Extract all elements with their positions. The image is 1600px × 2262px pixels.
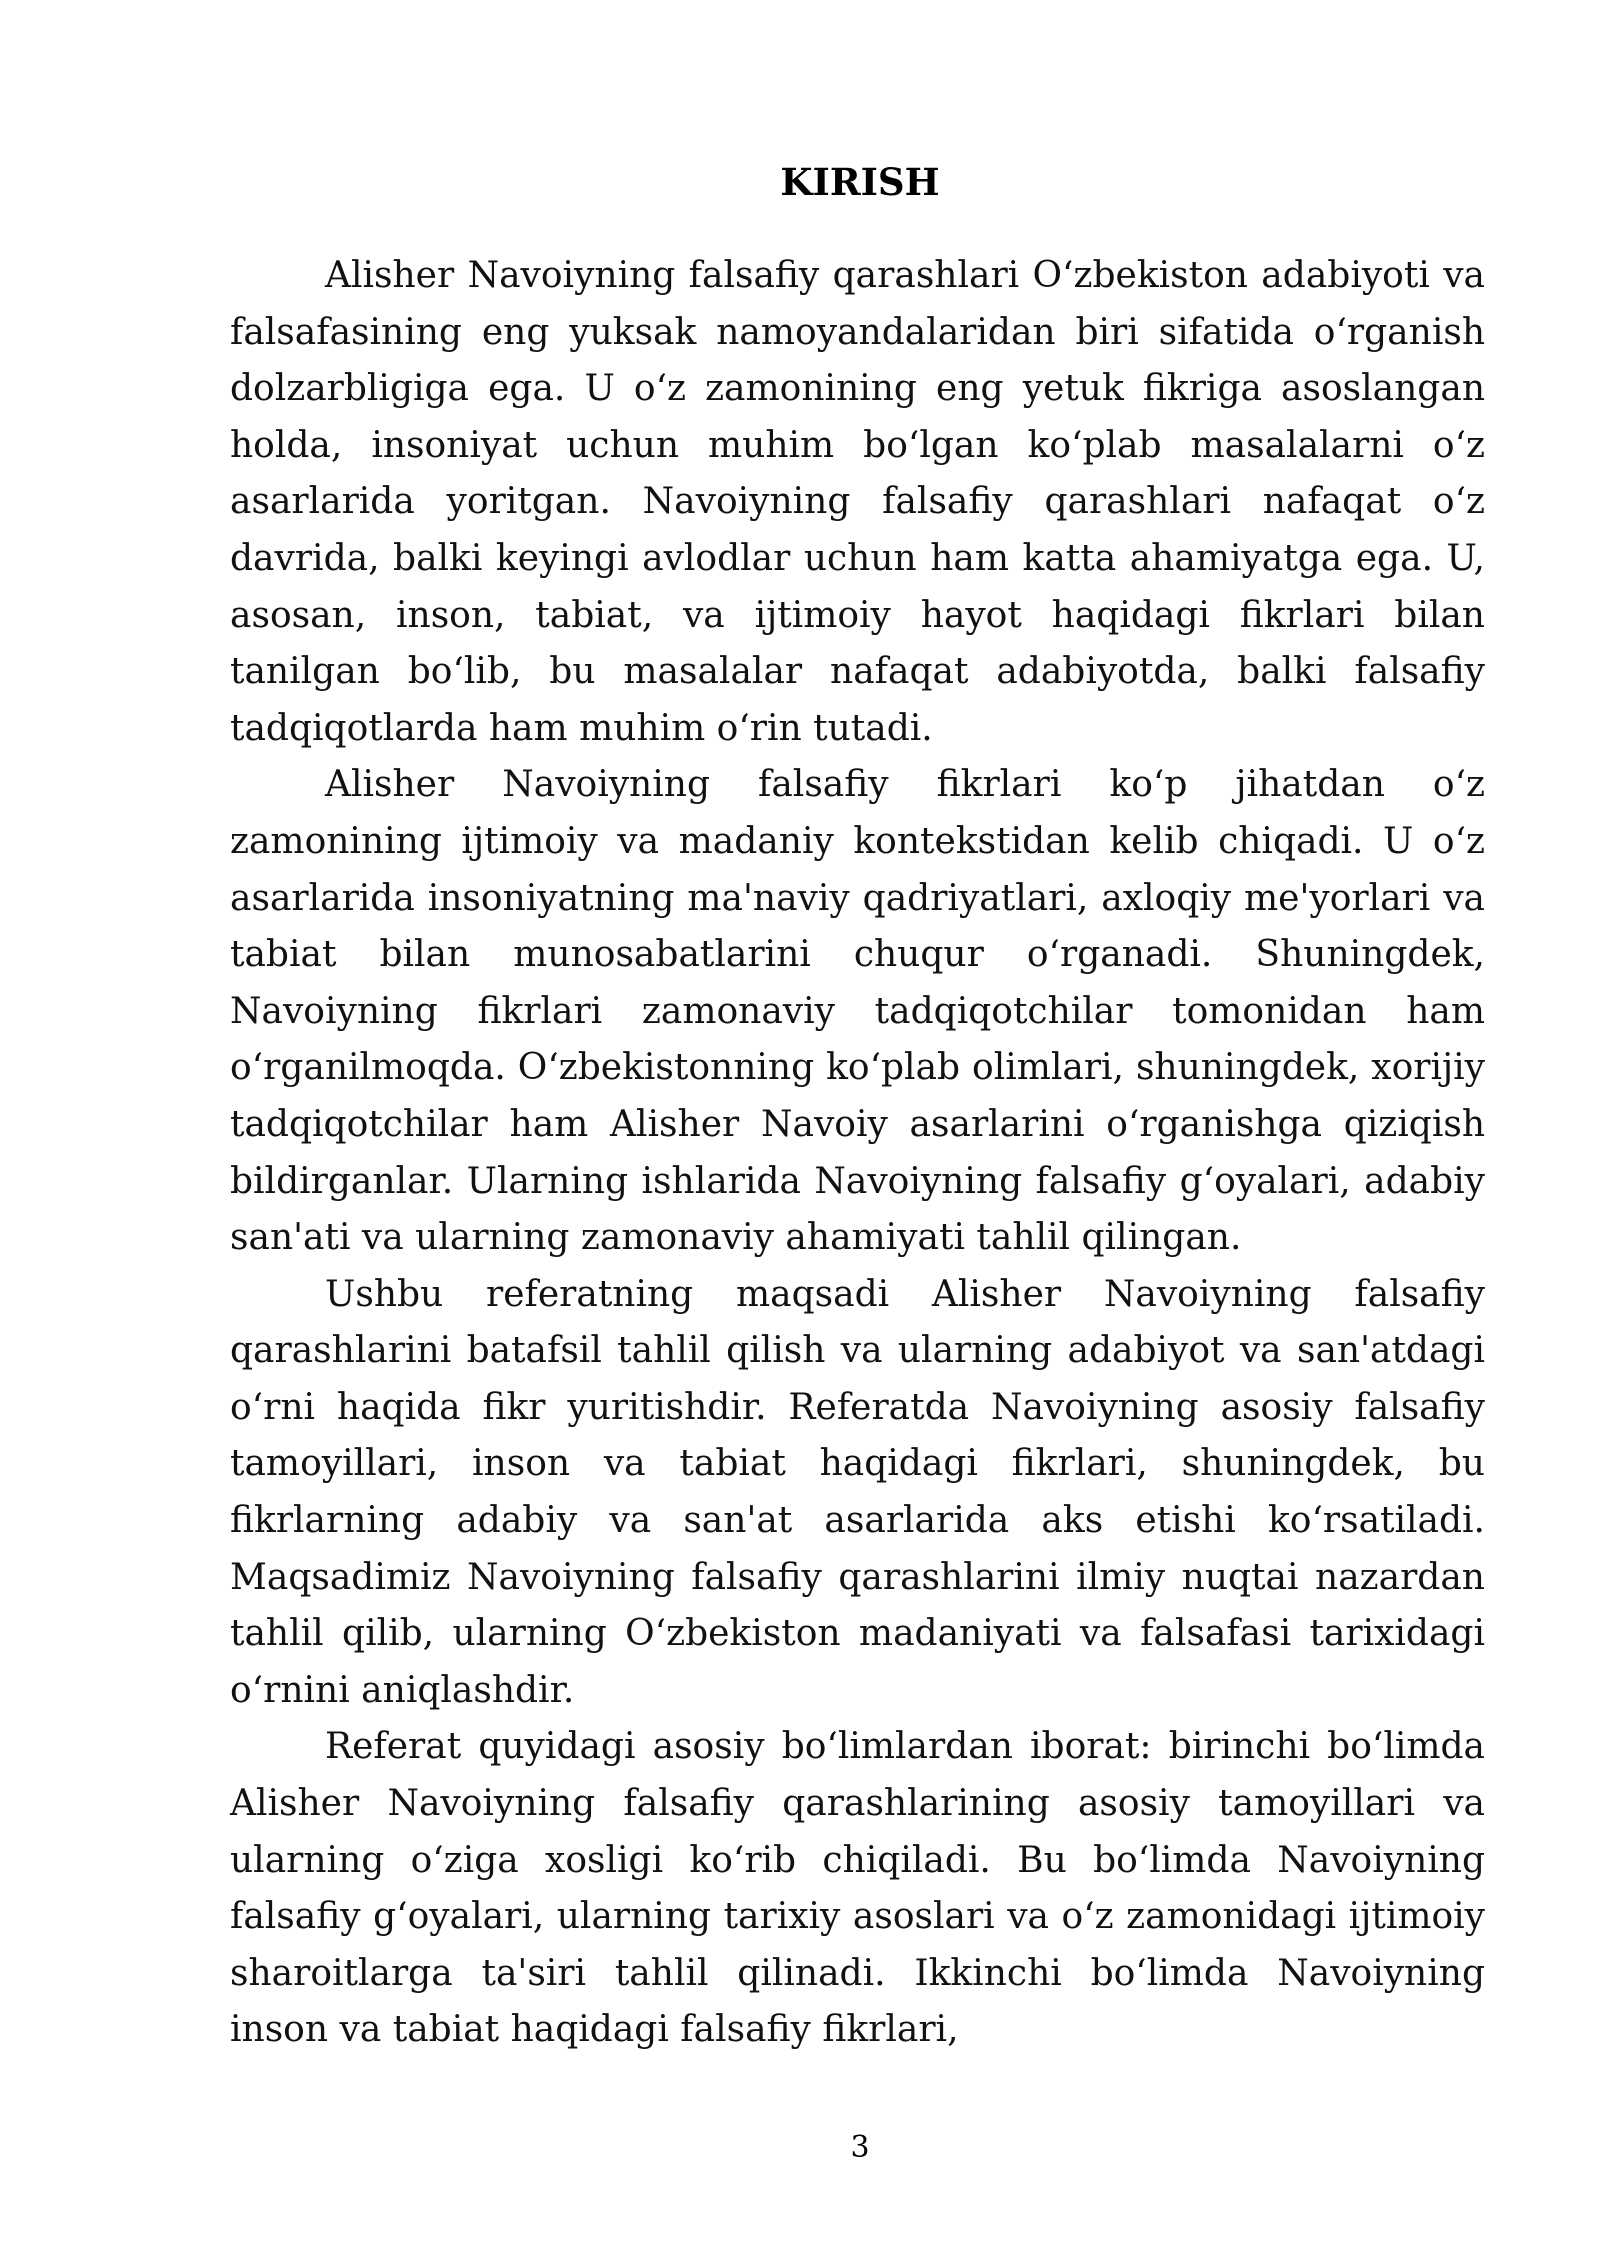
paragraph-2: Alisher Navoiyning falsafiy fikrlari ko‘p jihatdan o‘z zamonining ijtimoiy va madaniy kontekstidan kelib chiqadi. U o‘z asarlarida insoniyatning ma'naviy qadriyatlari, axloqiy me'yorlari va tabiat bilan munosabatlarini chuqur o‘rganadi. Shuningdek, Navoiyning fikrlari zamonaviy tadqiqotchilar tomonidan ham o‘rganilmoqda. O‘zbekistonning ko‘plab olimlari, shuningdek, xorijiy tadqiqotchilar ham Alisher Navoiy asarlarini o‘rganishga qiziqish bildirganlar. Ularning ishlarida Navoiyning falsafiy g‘oyalari, adabiy san'ati va ularning zamonaviy ahamiyati tahlil qilingan. [230,764,1485,1259]
paragraph-1: Alisher Navoiyning falsafiy qarashlari O‘zbekiston adabiyoti va falsafasining eng yuksak namoyandalaridan biri sifatida o‘rganish dolzarbligiga ega. U o‘z zamonining eng yetuk fikriga asoslangan holda, insoniyat uchun muhim bo‘lgan ko‘plab masalalarni o‘z asarlarida yoritgan. Navoiyning falsafiy qarashlari nafaqat o‘z davrida, balki keyingi avlodlar uchun ham katta ahamiyatga ega. U, asosan, inson, tabiat, va ijtimoiy hayot haqidagi fikrlari bilan tanilgan bo‘lib, bu masalalar nafaqat adabiyotda, balki falsafiy tadqiqotlarda ham muhim o‘rin tutadi. [230,255,1485,749]
paragraph-3: Ushbu referatning maqsadi Alisher Navoiyning falsafiy qarashlarini batafsil tahlil qilish va ularning adabiyot va san'atdagi o‘rni haqida fikr yuritishdir. Referatda Navoiyning asosiy falsafiy tamoyillari, inson va tabiat haqidagi fikrlari, shuningdek, bu fikrlarning adabiy va san'at asarlarida aks etishi ko‘rsatiladi. Maqsadimiz Navoiyning falsafiy qarashlarini ilmiy nuqtai nazardan tahlil qilib, ularning O‘zbekiston madaniyati va falsafasi tarixidagi o‘rnini aniqlashdir. [230,1273,1485,1711]
paragraph-4: Referat quyidagi asosiy bo‘limlardan iborat: birinchi bo‘limda Alisher Navoiyning falsafiy qarashlarining asosiy tamoyillari va ularning o‘ziga xosligi ko‘rib chiqiladi. Bu bo‘limda Navoiyning falsafiy g‘oyalari, ularning tarixiy asoslari va o‘z zamonidagi ijtimoiy sharoitlarga ta'siri tahlil qilinadi. Ikkinchi bo‘limda Navoiyning inson va tabiat haqidagi falsafiy fikrlari, [230,1726,1485,2051]
body-text [230,248,1485,2059]
page-number: 3 [850,2130,870,2165]
section-title: KIRISH [780,160,940,204]
